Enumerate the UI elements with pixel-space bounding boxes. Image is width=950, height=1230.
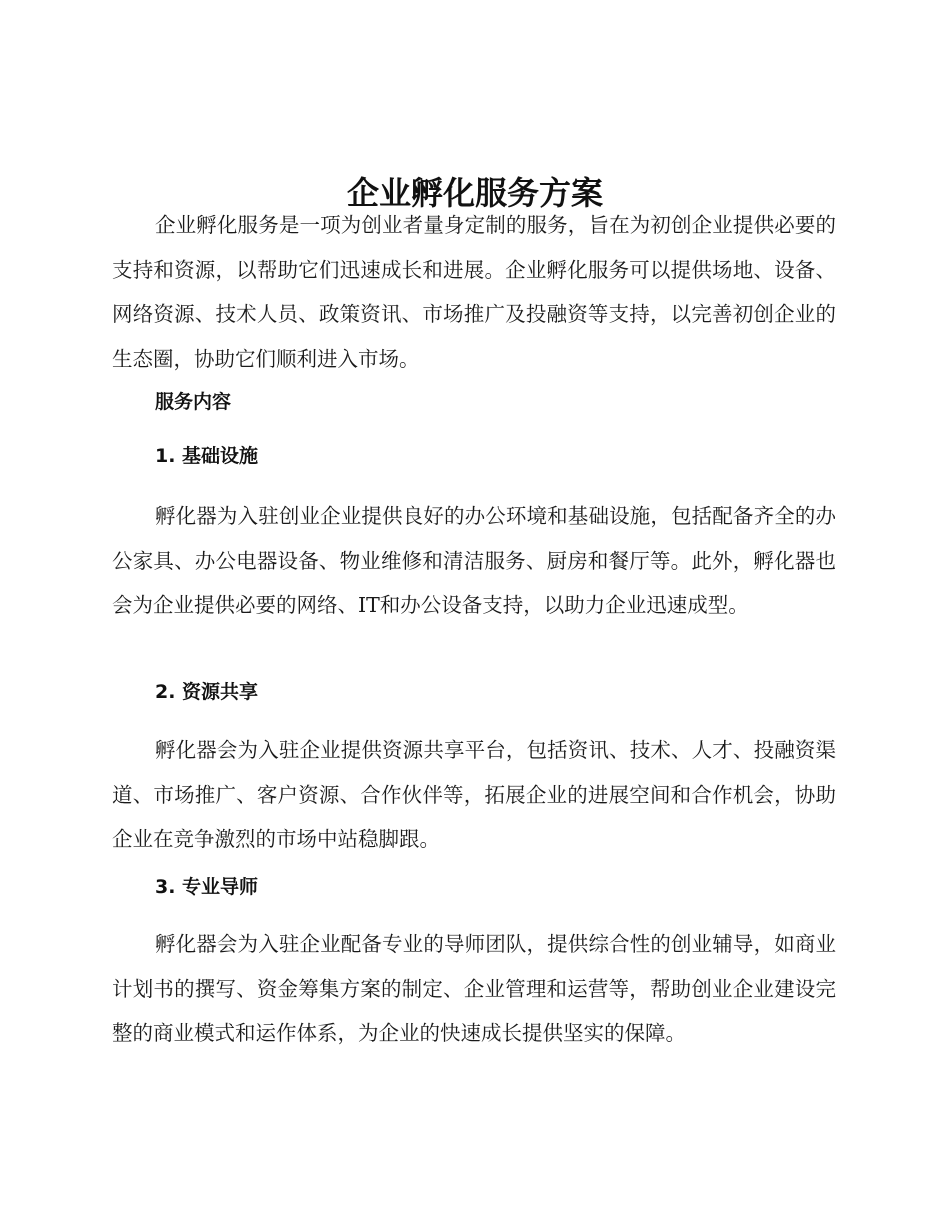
section-heading-professional-mentors: 3. 专业导师 (155, 876, 259, 898)
document-title: 企业孵化服务方案 (346, 174, 603, 213)
section-heading-service-content: 服务内容 (155, 391, 232, 413)
intro-paragraph: 企业孵化服务是一项为创业者量身定制的服务，旨在为初创企业提供必要的支持和资源，以帮助它们迅速成长和进展。企业孵化服务可以提供场地、设备、网络资源、技术人员、政策资讯、市场推广及投融资等支持，以完善初创企业的生态圈，协助它们顺利进入市场。 (112, 213, 836, 371)
section-heading-resource-sharing: 2. 资源共享 (155, 681, 259, 703)
section-body-professional-mentors: 孵化器会为入驻企业配备专业的导师团队，提供综合性的创业辅导，如商业计划书的撰写、资金筹集方案的制定、企业管理和运营等，帮助创业企业建设完整的商业模式和运作体系，为企业的快速成长提供坚实的保障。 (112, 932, 836, 1046)
section-heading-infrastructure: 1. 基础设施 (155, 445, 259, 467)
section-body-infrastructure: 孵化器为入驻创业企业提供良好的办公环境和基础设施，包括配备齐全的办公家具、办公电器设备、物业维修和清洁服务、厨房和餐厅等。此外，孵化器也会为企业提供必要的网络、IT和办公设备支持，以助力企业迅速成型。 (112, 504, 836, 618)
section-body-resource-sharing: 孵化器会为入驻企业提供资源共享平台，包括资讯、技术、人才、投融资渠道、市场推广、客户资源、合作伙伴等，拓展企业的进展空间和合作机会，协助企业在竞争激烈的市场中站稳脚跟。 (112, 738, 836, 852)
